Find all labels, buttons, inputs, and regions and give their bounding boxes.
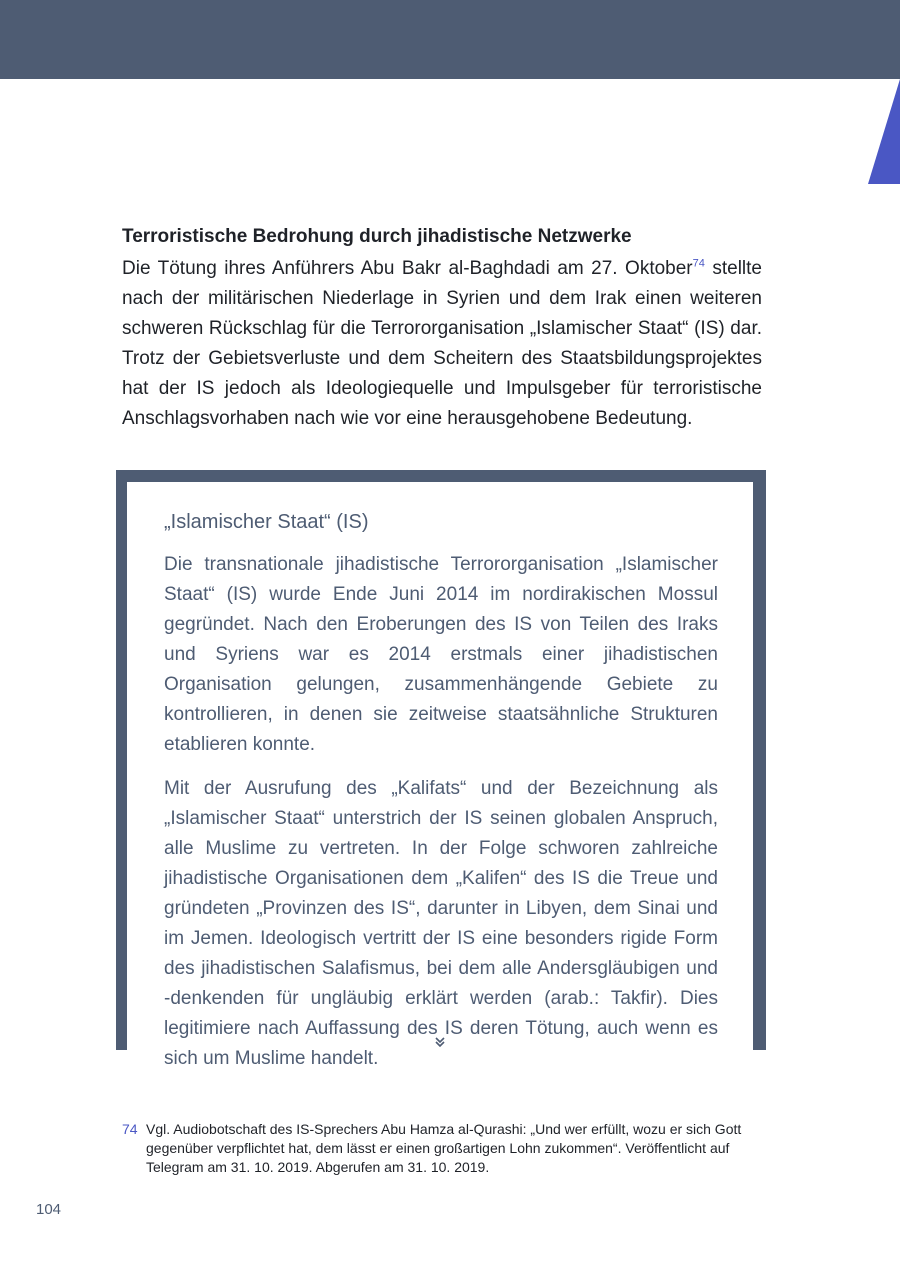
header-band bbox=[0, 0, 900, 79]
main-section bbox=[122, 224, 762, 434]
section-text-end: stellte nach der militärischen Niederlage in Syrien und dem Irak einen weiteren schweren Rückschlag für die Terrororganisation „Islamischer Staat“ (IS) dar. Trotz der Gebietsverluste und dem Scheitern des Staatsbildungsprojektes hat der IS jedoch als Ideologiequelle und Impulsgeber für terroristische Anschlagsvorhaben nach wie vor eine herausgehobene Bedeutung. bbox=[122, 258, 762, 429]
section-text-start: Die Tötung ihres Anführers Abu Bakr al-Baghdadi am 27. Oktober bbox=[122, 258, 693, 279]
info-box-content bbox=[164, 508, 718, 1088]
section-heading: Terroristische Bedrohung durch jihadistische Netzwerke bbox=[122, 226, 632, 247]
info-box-paragraph: Mit der Ausrufung des „Kalifats“ und der Bezeichnung als „Islamischer Staat“ unterstrich der IS seinen globalen Anspruch, alle Muslime zu vertreten. In der Folge schworen zahlreiche jihadistische Organisationen dem „Kalifen“ des IS die Treue und gründeten „Provinzen des IS“, darunter in Libyen, dem Sinai und im Jemen. Ideologisch vertritt der IS eine besonders rigide Form des jihadistischen Salafismus, bei dem alle Andersgläubigen und -denkenden für ungläubig erklärt werden (arab.: Takfir). Dies legitimiere nach Auffassung des IS deren Tötung, auch wenn es sich um Muslime handelt. bbox=[164, 778, 718, 1069]
footnote-reference[interactable]: 74 bbox=[692, 257, 705, 270]
footnote-number: 74 bbox=[122, 1121, 138, 1137]
page-number: 104 bbox=[36, 1201, 62, 1218]
footnote-text: Vgl. Audiobotschaft des IS-Sprechers Abu Hamza al-Qurashi: „Und wer erfüllt, wozu er sich Gott gegenüber verpflichtet hat, dem lässt er einen großartigen Lohn zukommen“. Veröffentlicht auf Telegram am 31. 10. 2019. Abgerufen am 31. 10. 2019. bbox=[146, 1121, 742, 1175]
info-box-paragraph: Die transnationale jihadistische Terrororganisation „Islamischer Staat“ (IS) wurde Ende Juni 2014 im nordirakischen Mossul gegründet. Nach den Eroberungen des IS von Teilen des Iraks und Syriens war es 2014 erstmals einer jihadistischen Organisation gelungen, zusammenhängende Gebiete zu kontrollieren, in denen sie zeitweise staatsähnliche Strukturen etablieren konnte. bbox=[164, 554, 718, 755]
corner-triangle-decoration bbox=[868, 79, 900, 184]
footnote bbox=[122, 1120, 762, 1177]
double-chevron-down-icon[interactable] bbox=[433, 1035, 447, 1049]
info-box-title: „Islamischer Staat“ (IS) bbox=[164, 511, 369, 533]
